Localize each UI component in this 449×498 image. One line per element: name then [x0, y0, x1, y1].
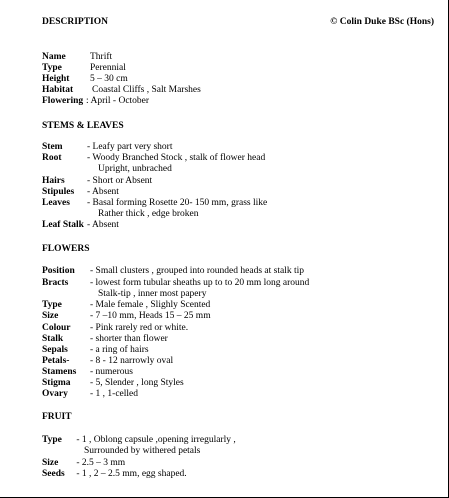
row-label: Type [42, 300, 62, 310]
row-label: Sepals [42, 345, 68, 355]
row-label: Stalk [42, 334, 64, 344]
stems-row-leaves [42, 198, 267, 209]
row-label: Size [42, 311, 59, 321]
description-row-habitat [42, 85, 201, 96]
row-value: - lowest form tubular sheaths up to to 20 mm long around [90, 278, 310, 288]
stems-row-leaf-stalk [42, 220, 119, 231]
row-value: - shorter than flower [90, 334, 168, 344]
row-value: - numerous [90, 367, 134, 377]
flowers-row-stamens [42, 367, 133, 378]
row-label: Hairs [42, 176, 65, 186]
row-label: Ovary [42, 389, 68, 399]
row-value: - Leafy part very short [87, 142, 173, 152]
row-value: - Small clusters , grouped into rounded heads at stalk tip [90, 266, 304, 276]
description-row-name [42, 52, 112, 63]
flowers-row-position [42, 266, 304, 277]
row-value: - 5, Slender , long Styles [90, 378, 184, 388]
row-label: Stigma [42, 378, 71, 388]
flowers-row-sepals [42, 345, 149, 356]
fruit-row-type-continued: Surrounded by withered petals [84, 446, 201, 456]
row-label: Name [42, 52, 66, 62]
row-label: Bracts [42, 278, 69, 288]
stems-row-stem [42, 142, 172, 153]
row-value: - Pink rarely red or white. [90, 323, 189, 333]
row-value: - Male female , Slighly Scented [90, 300, 211, 310]
row-value: - 1 , 2 – 2.5 mm, egg shaped. [74, 469, 187, 479]
row-label: Height [42, 74, 70, 84]
row-label: Stem [42, 142, 63, 152]
row-label: Seeds [42, 469, 65, 479]
row-value: - Absent [87, 187, 119, 197]
row-label: Type [42, 63, 62, 73]
row-label: Habitat [42, 85, 74, 95]
row-label: Petals- [42, 356, 70, 366]
flowers-row-colour [42, 323, 188, 334]
row-value: - Short or Absent [87, 176, 153, 186]
row-label: Leaves [42, 198, 70, 208]
row-value: - Woody Branched Stock , stalk of flower head [87, 153, 266, 163]
row-label: Position [42, 266, 75, 276]
description-row-flowering [42, 96, 149, 107]
row-value: Coastal Cliffs , Salt Marshes [92, 85, 201, 95]
row-label: Leaf Stalk [42, 220, 84, 230]
row-value: 5 – 30 cm [90, 74, 128, 84]
flowers-row-size [42, 311, 211, 322]
flowers-row-ovary [42, 389, 138, 400]
stems-row-root-continued: Upright, unbrached [98, 164, 172, 174]
row-value: - a ring of hairs [90, 345, 149, 355]
flowers-heading: FLOWERS [42, 244, 90, 254]
flowers-row-petals [42, 356, 173, 367]
row-label: Stipules [42, 187, 75, 197]
row-value: - 2.5 – 3 mm [74, 458, 126, 468]
row-value: Thrift [90, 52, 113, 62]
stems-leaves-heading: STEMS & LEAVES [42, 121, 124, 131]
flowers-row-bracts [42, 278, 309, 289]
description-row-type [42, 63, 126, 74]
row-value: - 7 –10 mm, Heads 15 – 25 mm [90, 311, 211, 321]
stems-row-root [42, 153, 265, 164]
flowers-row-stalk [42, 334, 168, 345]
row-label: Type [42, 435, 62, 445]
fruit-heading: FRUIT [42, 412, 72, 422]
row-value: - 1 , Oblong capsule ,opening irregularly , [74, 435, 236, 445]
fruit-row-size [42, 458, 125, 469]
row-label: Stamens [42, 367, 77, 377]
fruit-row-seeds [42, 469, 187, 480]
row-value: Perennial [90, 63, 126, 73]
description-row-height [42, 74, 128, 85]
row-value: - Absent [87, 220, 119, 230]
flowers-row-stigma [42, 378, 184, 389]
stems-row-hairs [42, 176, 152, 187]
description-heading: DESCRIPTION [42, 17, 108, 27]
row-label: Colour [42, 323, 71, 333]
flowers-row-bracts-continued: Stalk-tip , inner most papery [98, 289, 207, 299]
row-value: - 1 , 1-celled [90, 389, 139, 399]
row-value: : April - October [86, 96, 150, 106]
row-value: - 8 - 12 narrowly oval [90, 356, 174, 366]
row-label: Root [42, 153, 62, 163]
fruit-row-type [42, 435, 236, 446]
row-label: Flowering [42, 96, 84, 106]
stems-row-stipules [42, 187, 119, 198]
copyright-notice: © Colin Duke BSc (Hons) [330, 17, 434, 27]
row-value: - Basal forming Rosette 20- 150 mm, grass like [87, 198, 268, 208]
flowers-row-type [42, 300, 210, 311]
stems-row-leaves-continued: Rather thick , edge broken [98, 209, 199, 219]
row-label: Size [42, 458, 59, 468]
